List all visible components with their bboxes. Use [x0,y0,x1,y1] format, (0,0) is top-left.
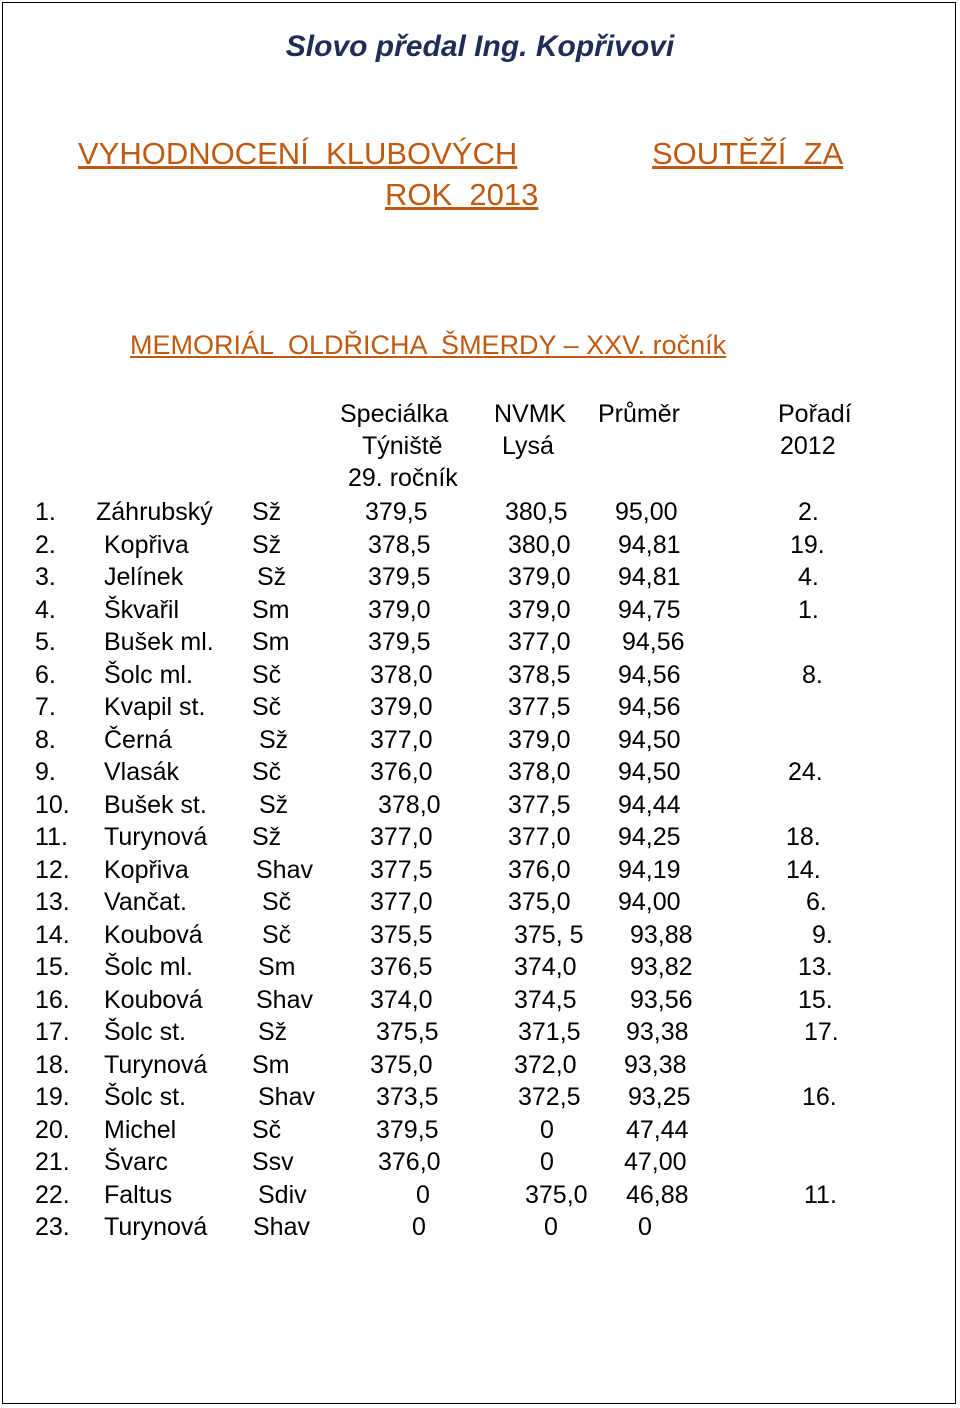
average-cell: 47,44 [626,1115,689,1144]
previous-rank-cell: 1. [798,595,819,624]
nvmk-cell: 377,0 [508,823,571,851]
special-cell: 375,0 [370,1050,433,1079]
previous-rank-cell: 14. [786,855,821,884]
header-special-edition: 29. ročník [348,464,458,492]
name-cell: Kopřiva [104,530,189,559]
header-average: Průměr [598,400,680,428]
special-cell: 377,0 [370,725,433,754]
rank-cell: 21. [35,1148,70,1176]
nvmk-cell: 379,0 [508,595,571,624]
special-cell: 379,5 [376,1115,439,1144]
special-cell: 375,5 [370,920,433,949]
nvmk-cell: 371,5 [518,1018,581,1046]
special-cell: 374,0 [370,985,433,1014]
nvmk-cell: 372,0 [514,1050,577,1079]
special-cell: 0 [412,1213,426,1241]
class-cell: Sč [252,758,282,786]
previous-rank-cell: 19. [790,530,825,559]
rank-cell: 2. [35,530,56,559]
previous-rank-cell: 16. [802,1083,837,1111]
special-cell: 377,0 [370,823,433,851]
average-cell: 94,44 [618,790,681,819]
rank-cell: 18. [35,1050,70,1079]
rank-cell: 9. [35,758,56,786]
previous-rank-cell: 4. [798,563,819,591]
class-cell: Sž [257,563,287,591]
class-cell: Sž [259,725,289,754]
rank-cell: 3. [35,563,56,591]
nvmk-cell: 379,0 [508,725,571,754]
special-cell: 376,5 [370,953,433,981]
rank-cell: 4. [35,595,56,624]
rank-cell: 12. [35,855,70,884]
intro-heading: Slovo předal Ing. Kopřivovi [285,30,675,63]
class-cell: Shav [253,1213,310,1241]
class-cell: Sž [252,823,282,851]
special-cell: 379,5 [365,498,428,526]
average-cell: 0 [638,1213,652,1241]
average-cell: 94,56 [622,628,685,656]
previous-rank-cell: 2. [798,498,819,526]
special-cell: 379,0 [370,693,433,721]
rank-cell: 23. [35,1213,70,1241]
name-cell: Michel [104,1115,177,1144]
average-cell: 47,00 [624,1148,687,1176]
header-nvmk: NVMK [494,400,567,428]
class-cell: Sč [252,660,282,689]
nvmk-cell: 377,5 [508,790,571,819]
class-cell: Sž [259,790,289,819]
rank-cell: 14. [35,920,70,949]
special-cell: 375,5 [376,1018,439,1046]
nvmk-cell: 375,0 [525,1180,588,1209]
special-cell: 0 [416,1180,430,1209]
class-cell: Sm [258,953,296,981]
nvmk-cell: 0 [540,1115,554,1144]
average-cell: 93,56 [630,985,693,1014]
previous-rank-cell: 18. [786,823,821,851]
name-cell: Koubová [104,920,203,949]
nvmk-cell: 372,5 [518,1083,581,1111]
rank-cell: 11. [35,823,68,851]
average-cell: 94,50 [618,725,681,754]
header-nvmk-place: Lysá [502,432,554,460]
header-rank: Pořadí [778,400,852,428]
name-cell: Šolc ml. [104,660,193,689]
name-cell: Škvařil [104,595,180,624]
class-cell: Sž [252,498,282,526]
previous-rank-cell: 11. [804,1180,837,1209]
nvmk-cell: 0 [540,1148,554,1176]
average-cell: 94,50 [618,758,681,786]
name-cell: Koubová [104,985,203,1014]
class-cell: Ssv [252,1148,294,1176]
special-cell: 379,5 [368,563,431,591]
rank-cell: 13. [35,888,70,916]
previous-rank-cell: 15. [798,985,833,1014]
average-cell: 94,75 [618,595,681,624]
average-cell: 94,25 [618,823,681,851]
average-cell: 46,88 [626,1180,689,1209]
previous-rank-cell: 8. [802,660,823,689]
class-cell: Sč [252,693,282,721]
name-cell: Záhrubský [96,498,213,526]
average-cell: 94,19 [618,855,681,884]
special-cell: 377,0 [370,888,433,916]
previous-rank-cell: 24. [788,758,823,786]
average-cell: 94,56 [618,693,681,721]
header-rank-year: 2012 [780,432,836,460]
rank-cell: 6. [35,660,56,689]
nvmk-cell: 375,0 [508,888,571,916]
class-cell: Sm [252,628,290,656]
nvmk-cell: 0 [544,1213,558,1241]
name-cell: Šolc ml. [104,953,193,981]
special-cell: 376,0 [378,1148,441,1176]
average-cell: 93,82 [630,953,693,981]
class-cell: Sm [252,595,290,624]
average-cell: 93,25 [628,1083,691,1111]
header-special: Speciálka [340,400,449,428]
name-cell: Švarc [104,1148,168,1176]
special-cell: 378,0 [378,790,441,819]
special-cell: 376,0 [370,758,433,786]
name-cell: Vančat. [104,888,187,916]
previous-rank-cell: 6. [806,888,827,916]
rank-cell: 22. [35,1180,70,1209]
average-cell: 93,38 [624,1050,687,1079]
nvmk-cell: 374,5 [514,985,577,1014]
special-cell: 378,0 [370,660,433,689]
name-cell: Bušek st. [104,790,207,819]
special-cell: 379,5 [368,628,431,656]
class-cell: Sž [252,530,282,559]
special-cell: 373,5 [376,1083,439,1111]
name-cell: Turynová [104,1213,208,1241]
class-cell: Sž [258,1018,288,1046]
name-cell: Bušek ml. [104,628,214,656]
rank-cell: 7. [35,693,56,721]
class-cell: Sč [262,920,292,949]
memorial-heading: MEMORIÁL OLDŘICHA ŠMERDY – XXV. ročník [130,330,727,360]
average-cell: 93,38 [626,1018,689,1046]
average-cell: 94,81 [618,530,681,559]
name-cell: Vlasák [104,758,180,786]
class-cell: Sdiv [258,1180,307,1209]
class-cell: Shav [258,1083,315,1111]
name-cell: Černá [104,725,173,754]
rank-cell: 17. [35,1018,70,1046]
nvmk-cell: 378,0 [508,758,571,786]
rank-cell: 8. [35,725,56,754]
class-cell: Sm [252,1050,290,1079]
title-line1-right: SOUTĚŽÍ ZA [652,136,844,171]
rank-cell: 16. [35,985,70,1014]
title-line2: ROK 2013 [385,177,539,212]
special-cell: 377,5 [370,855,433,884]
name-cell: Kvapil st. [104,693,206,721]
average-cell: 94,00 [618,888,681,916]
nvmk-cell: 374,0 [514,953,577,981]
nvmk-cell: 375, 5 [514,920,584,949]
special-cell: 378,5 [368,530,431,559]
name-cell: Kopřiva [104,855,189,884]
nvmk-cell: 376,0 [508,855,571,884]
name-cell: Faltus [104,1180,173,1209]
name-cell: Turynová [104,823,208,851]
header-special-place: Týniště [362,432,443,460]
rank-cell: 5. [35,628,56,656]
nvmk-cell: 380,0 [508,530,571,559]
nvmk-cell: 377,0 [508,628,571,656]
rank-cell: 20. [35,1115,70,1144]
rank-cell: 19. [35,1083,70,1111]
nvmk-cell: 377,5 [508,693,571,721]
nvmk-cell: 379,0 [508,563,571,591]
previous-rank-cell: 9. [812,920,833,949]
name-cell: Jelínek [104,563,184,591]
previous-rank-cell: 17. [804,1018,839,1046]
nvmk-cell: 378,5 [508,660,571,689]
rank-cell: 10. [35,790,70,819]
average-cell: 94,56 [618,660,681,689]
class-cell: Sč [262,888,292,916]
average-cell: 94,81 [618,563,681,591]
average-cell: 93,88 [630,920,693,949]
title-line1-left: VYHODNOCENÍ KLUBOVÝCH [78,136,518,171]
rank-cell: 15. [35,953,70,981]
name-cell: Šolc st. [104,1018,186,1046]
class-cell: Shav [256,855,313,884]
name-cell: Šolc st. [104,1083,186,1111]
previous-rank-cell: 13. [798,953,833,981]
name-cell: Turynová [104,1050,208,1079]
rank-cell: 1. [35,498,56,526]
class-cell: Sč [252,1115,282,1144]
average-cell: 95,00 [615,498,678,526]
special-cell: 379,0 [368,595,431,624]
class-cell: Shav [256,985,313,1014]
nvmk-cell: 380,5 [505,498,568,526]
